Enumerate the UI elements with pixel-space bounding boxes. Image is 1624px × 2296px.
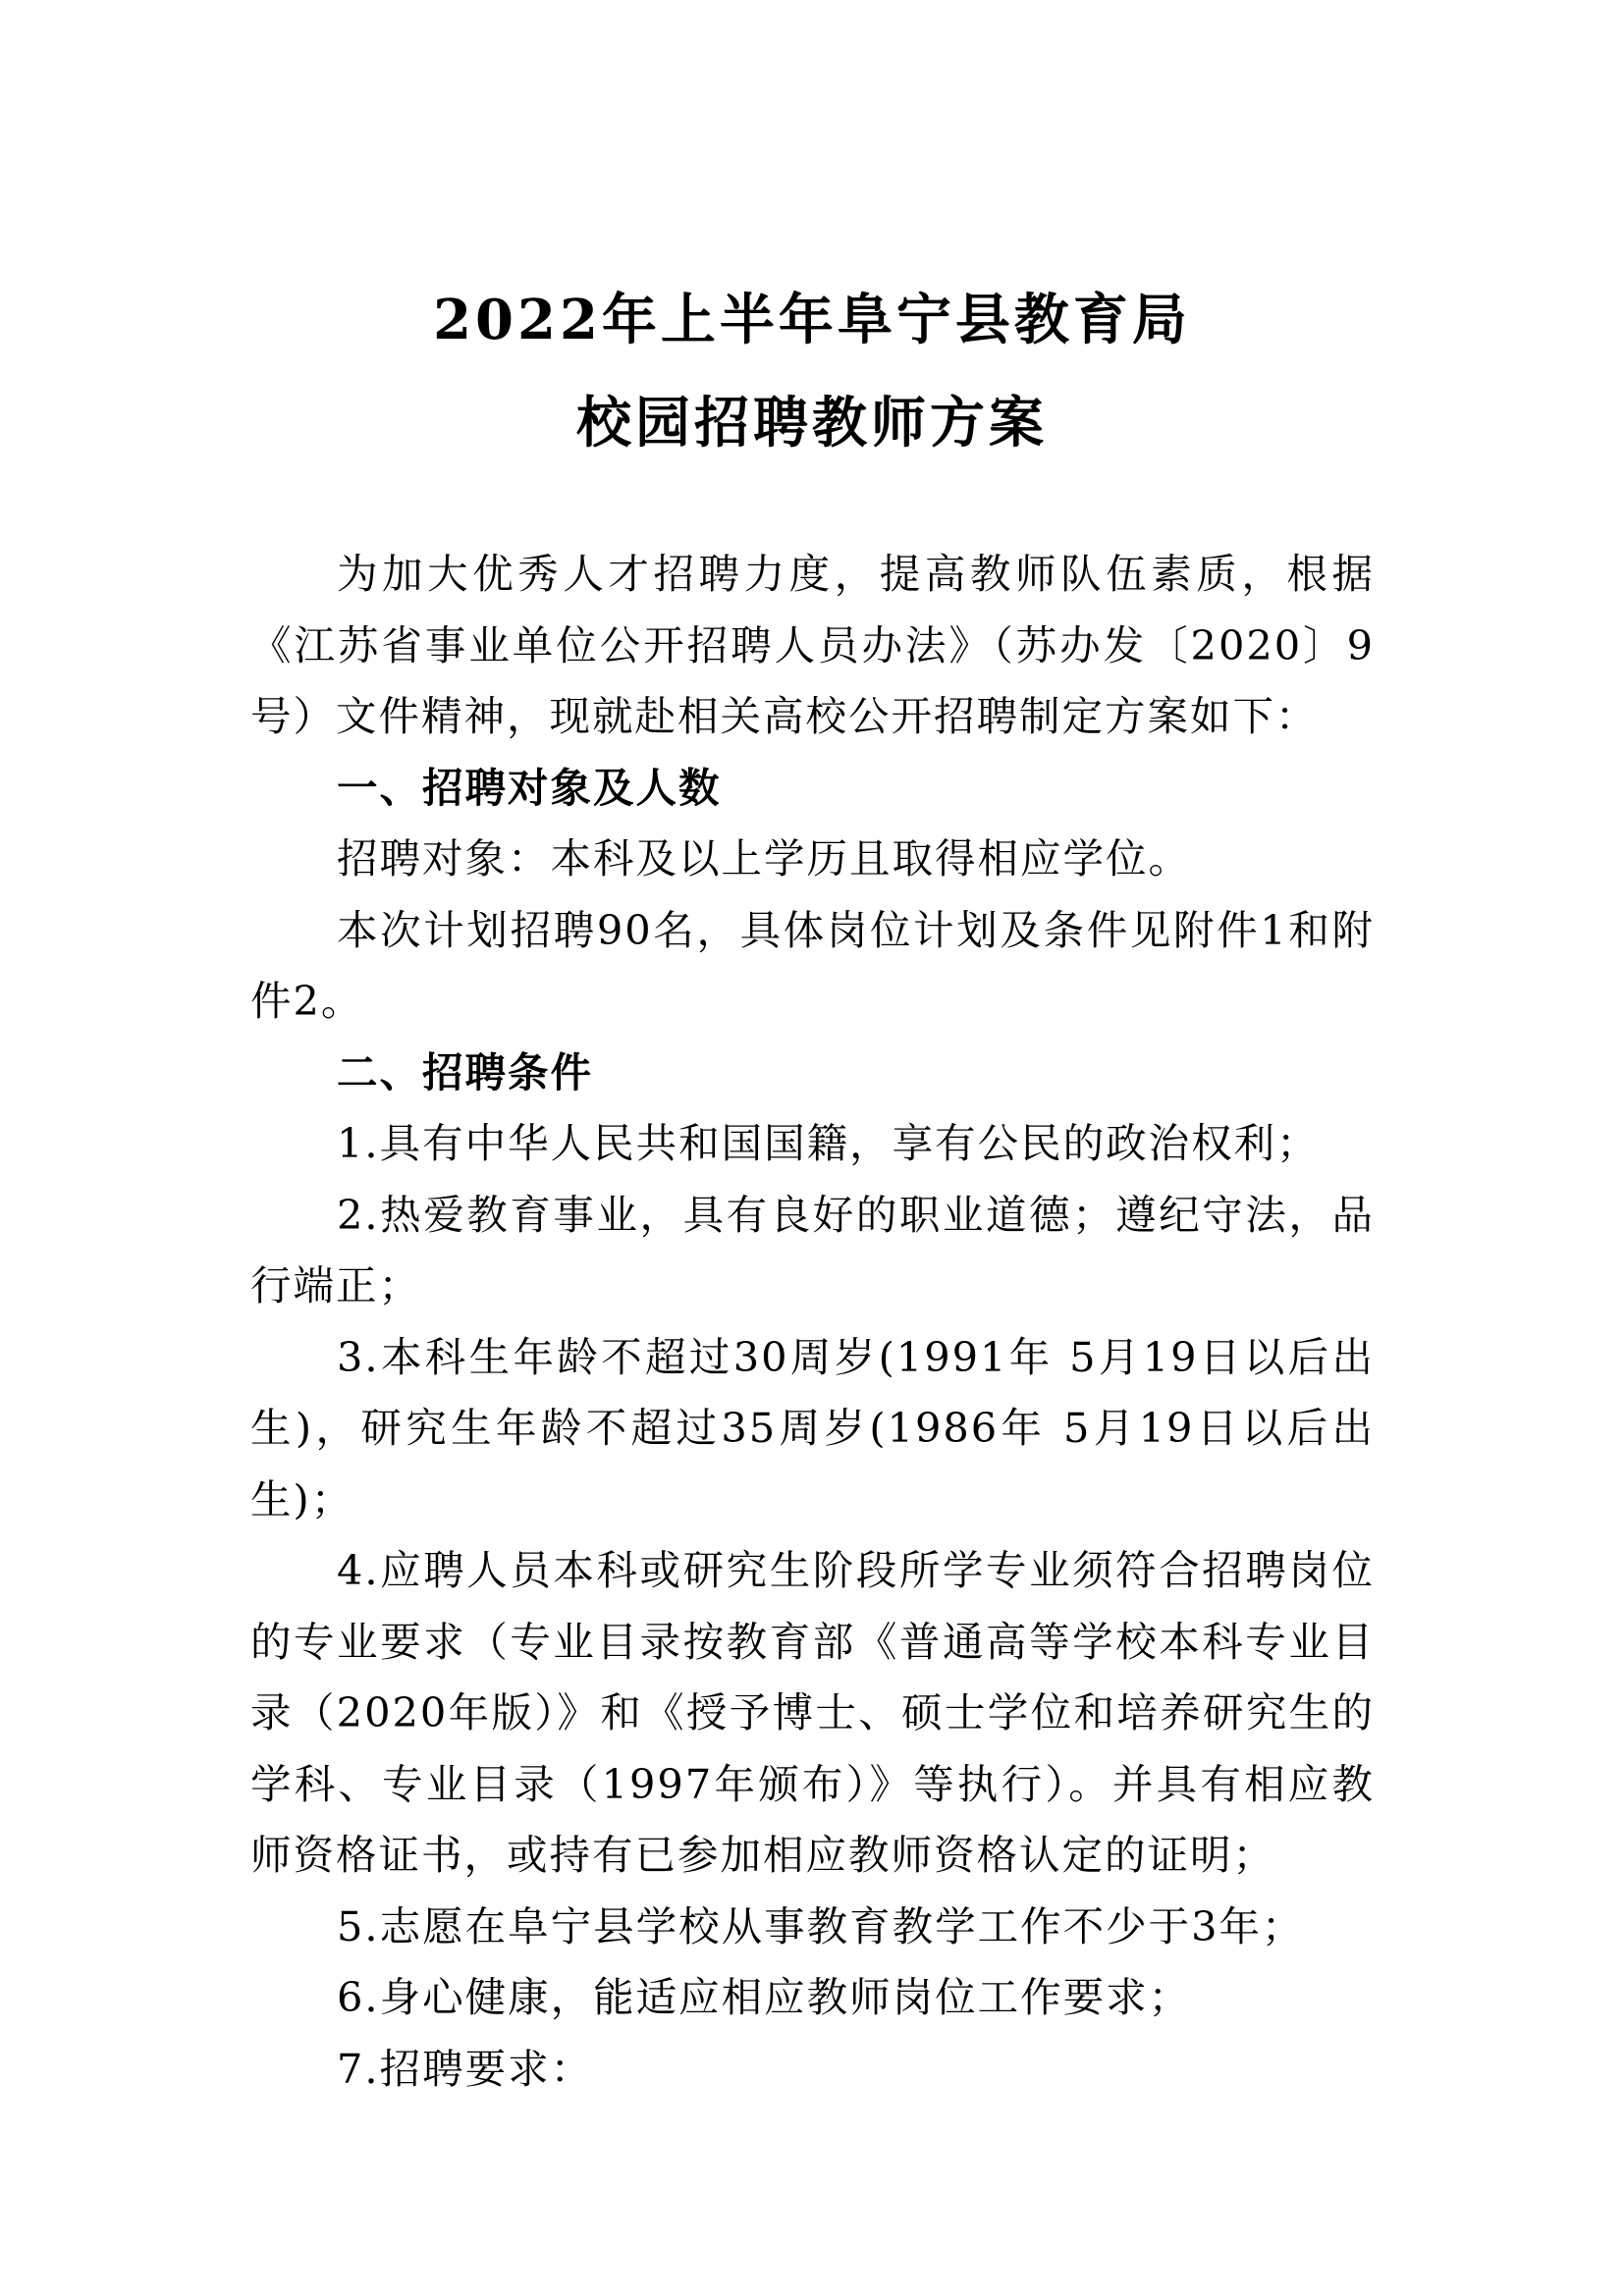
section-2-heading: 二、招聘条件: [337, 1047, 594, 1096]
condition-item-5: 5.志愿在阜宁县学校从事教育教学工作不少于3年；: [337, 1901, 1305, 1950]
document-title-line-1: 2022年上半年阜宁县教育局: [433, 288, 1191, 352]
condition-item-6: 6.身心健康，能适应相应教师岗位工作要求；: [337, 1973, 1192, 2021]
document-body: [250, 539, 1375, 2105]
condition-item-2: 2.热爱教育事业，具有良好的职业道德；遵纪守法，品行端正；: [250, 1190, 1375, 1309]
section-1-paragraph-2: 本次计划招聘90名，具体岗位计划及条件见附件1和附件2。: [250, 905, 1375, 1025]
condition-item-7: 7.招聘要求：: [337, 2044, 594, 2093]
condition-item-4: 4.应聘人员本科或研究生阶段所学专业须符合招聘岗位的专业要求（专业目录按教育部《普通高等学校本科专业目录（2020年版）》和《授予博士、硕士学位和培养研究生的学科、专业目录（1997年颁布）》等执行）。并具有相应教师资格证书，或持有已参加相应教师资格认定的证明；: [250, 1546, 1375, 1879]
section-1-heading: 一、招聘对象及人数: [337, 763, 722, 812]
intro-paragraph: 为加大优秀人才招聘力度，提高教师队伍素质，根据《江苏省事业单位公开招聘人员办法》（苏办发〔2020〕9号）文件精神，现就赴相关高校公开招聘制定方案如下：: [250, 550, 1375, 740]
document-title-line-2: 校园招聘教师方案: [576, 391, 1048, 455]
condition-item-3: 3.本科生年龄不超过30周岁(1991年 5月19日以后出生)，研究生年龄不超过35周岁(1986年 5月19日以后出生)；: [250, 1332, 1375, 1523]
section-1-paragraph-1: 招聘对象：本科及以上学历且取得相应学位。: [337, 834, 1192, 882]
condition-item-1: 1.具有中华人民共和国国籍，享有公民的政治权利；: [337, 1119, 1320, 1167]
